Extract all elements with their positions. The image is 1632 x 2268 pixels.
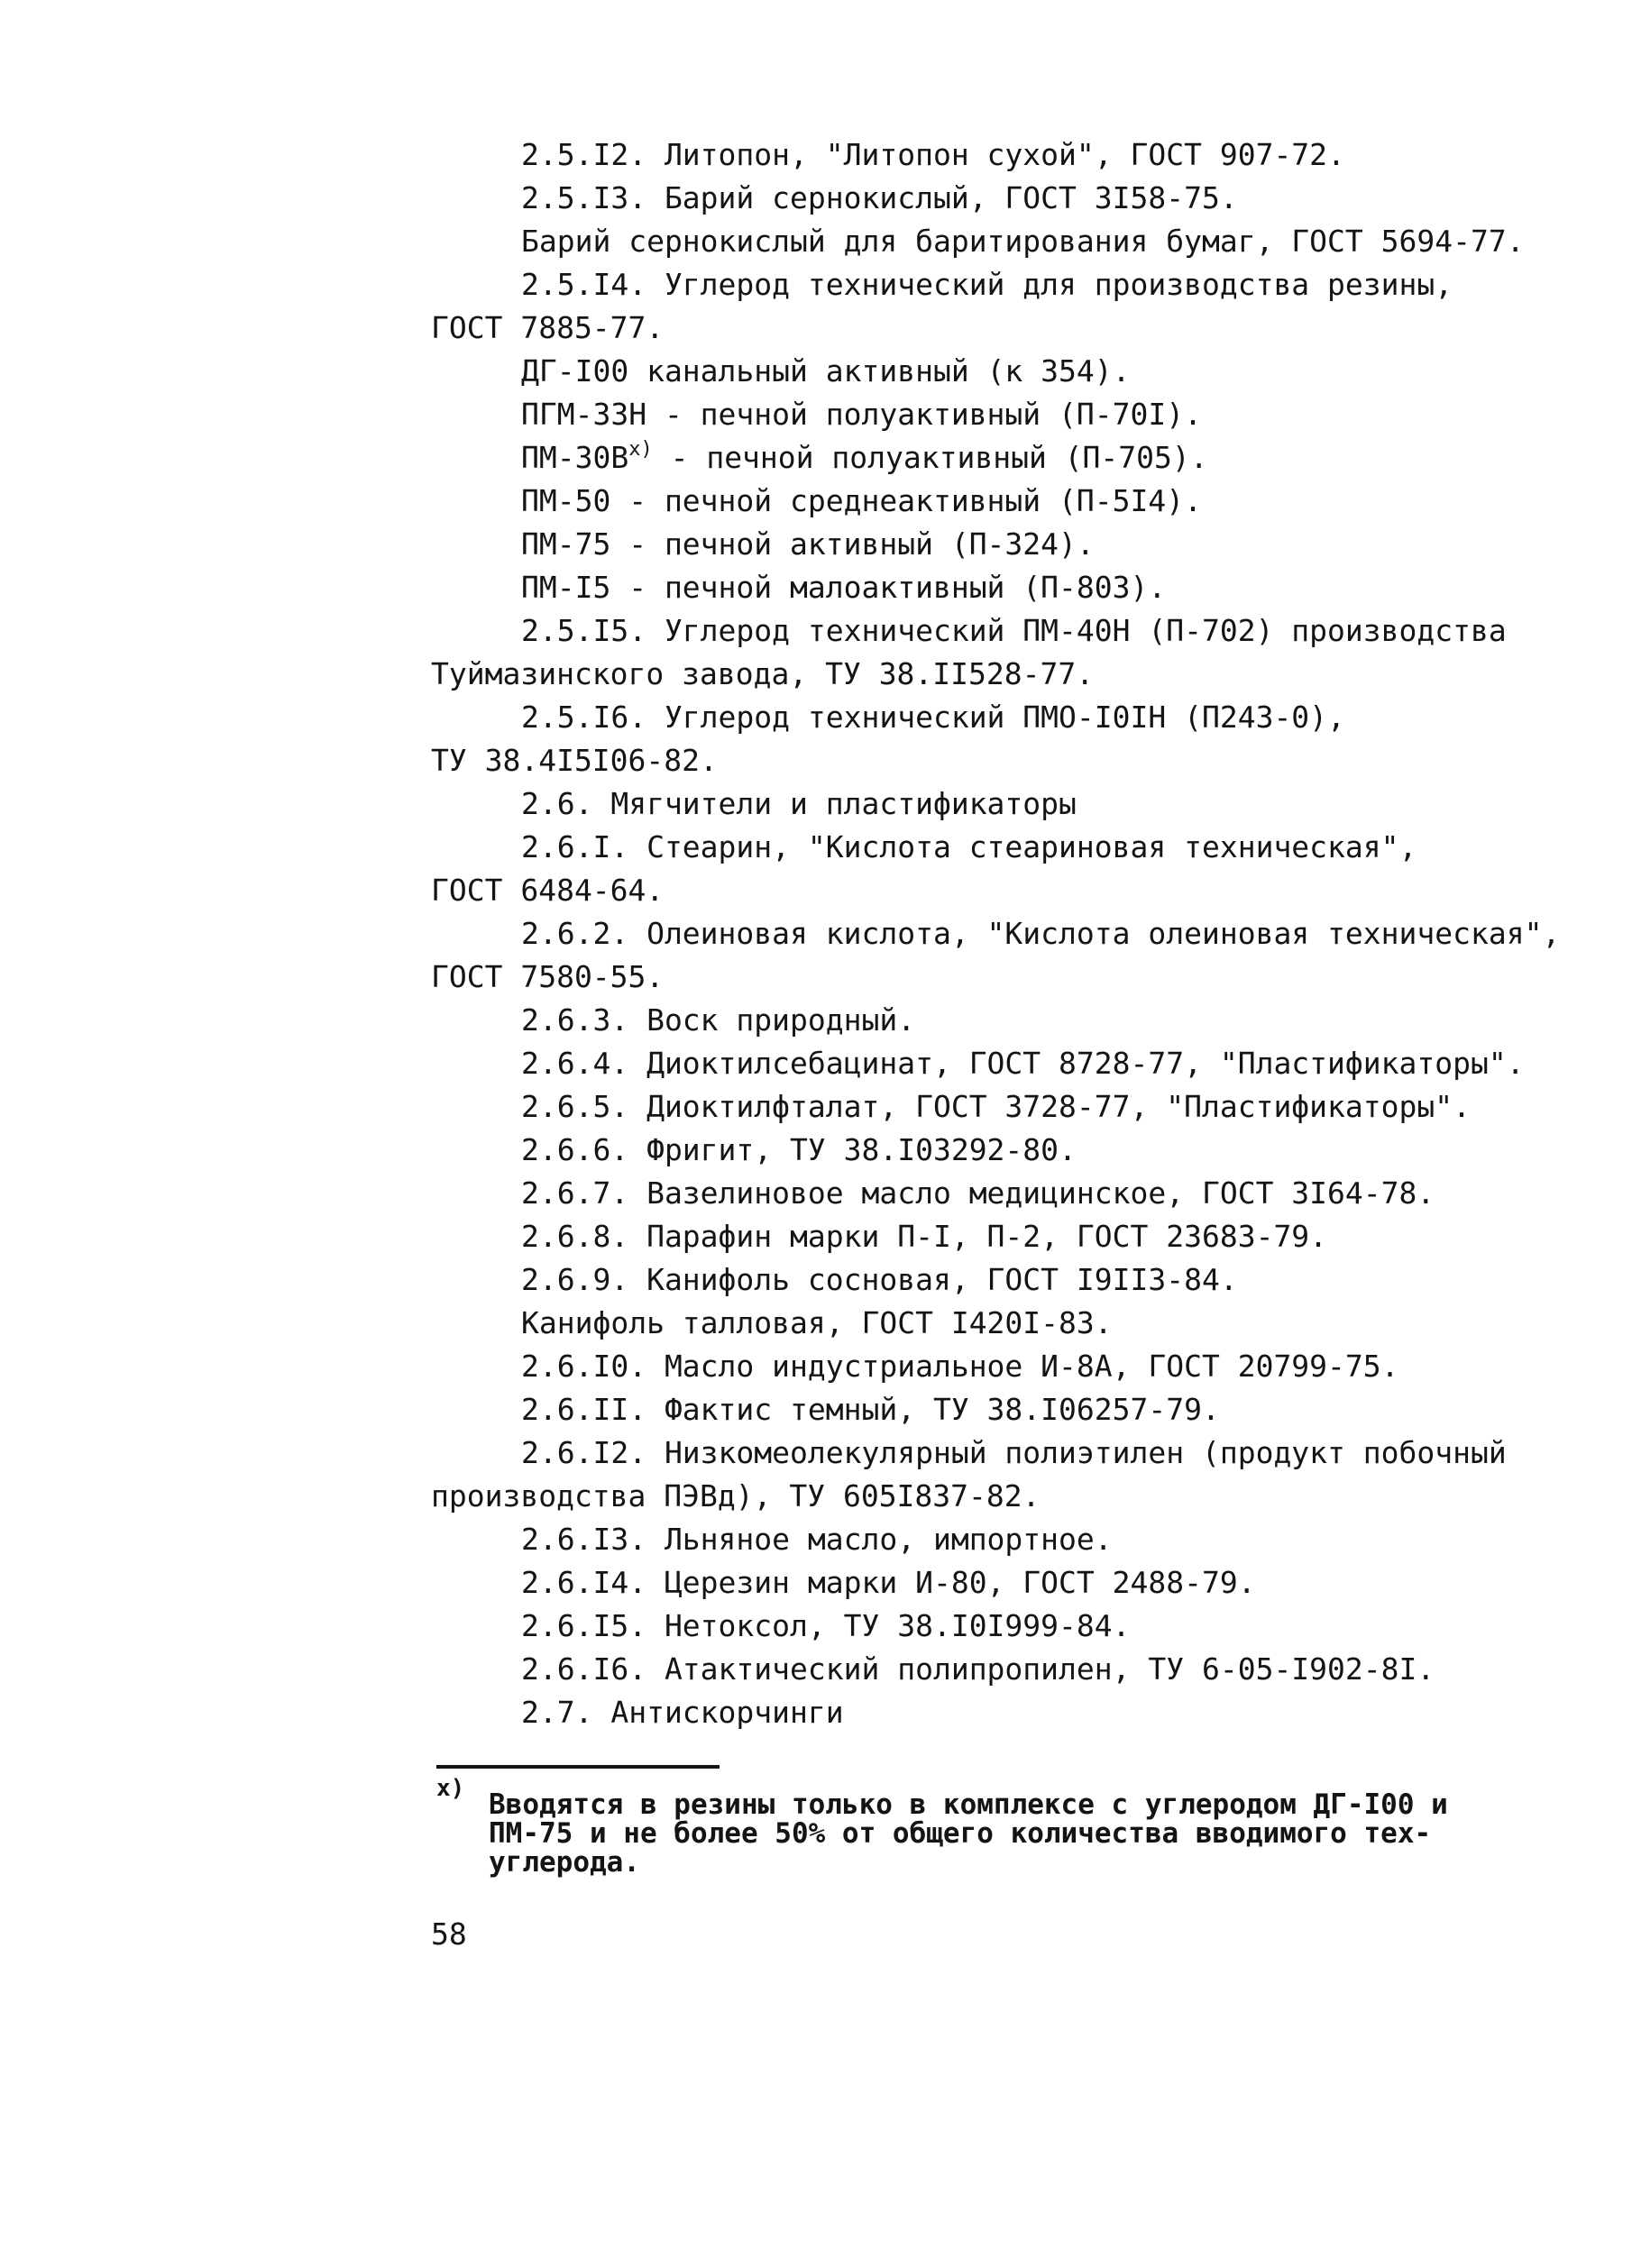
text-line: Канифоль талловая, ГОСТ I420I-83. [521,1305,1113,1340]
text-line: 2.6.3. Воск природный. [521,1002,916,1038]
text-line: 2.6.9. Канифоль сосновая, ГОСТ I9II3-84. [521,1262,1238,1297]
text-line [431,436,1549,480]
text-line: 2.5.I6. Углерод технический ПМО-I0IН (П243-0), [521,700,1345,735]
footnote-reference: x) [628,438,653,461]
text-line: 2.6.4. Диоктилсебацинат, ГОСТ 8728-77, "Пластификаторы". [521,1046,1525,1081]
text-line: 2.6.I3. Льняное масло, импортное. [521,1522,1113,1557]
text-line: 2.6.I5. Нетоксол, ТУ 38.I0I999-84. [521,1608,1131,1643]
footnote-text [489,1790,1448,1877]
text-line: 2.6.I0. Масло индустриальное И-8А, ГОСТ 20799-75. [521,1349,1399,1384]
text-line: 2.5.I2. Литопон, "Литопон сухой", ГОСТ 907-72. [521,137,1345,172]
text-line: 2.6. Мягчители и пластификаторы [521,786,1077,821]
text-line: 2.6.II. Фактис темный, ТУ 38.I06257-79. [521,1392,1220,1427]
text-line: ГОСТ 7885-77. [431,310,665,345]
footnote-line: углерода. [489,1846,640,1879]
text-segment: - печной полуактивный (П-705). [652,440,1208,475]
text-line: ДГ-I00 канальный активный (к 354). [521,353,1131,389]
text-line: 2.7. Антискорчинги [521,1695,844,1730]
text-line: Туймазинского завода, ТУ 38.II528-77. [431,656,1095,691]
text-line: 2.6.7. Вазелиновое масло медицинское, ГОСТ 3I64-78. [521,1175,1435,1211]
text-line: 2.6.I2. Низкомеолекулярный полиэтилен (продукт побочный [521,1435,1507,1470]
text-line: ПМ-I5 - печной малоактивный (П-803). [521,570,1167,605]
text-line: 2.5.I5. Углерод технический ПМ-40Н (П-702) производства [521,613,1507,648]
text-line: ПМ-50 - печной среднеактивный (П-5I4). [521,483,1202,518]
text-line: 2.6.I6. Атактический полипропилен, ТУ 6-05-I902-8I. [521,1651,1435,1687]
text-line: 2.6.5. Диоктилфталат, ГОСТ 3728-77, "Пластификаторы". [521,1089,1471,1124]
body-text [431,133,1561,1734]
text-line: производства ПЭВд), ТУ 605I837-82. [431,1478,1041,1514]
text-line: 2.6.2. Олеиновая кислота, "Кислота олеиновая техническая", [521,916,1561,951]
text-line: ГОСТ 6484-64. [431,873,665,908]
text-line: 2.5.I3. Барий сернокислый, ГОСТ 3I58-75. [521,180,1238,215]
text-line: 2.6.I. Стеарин, "Кислота стеариновая техническая", [521,829,1417,864]
footnote-line: ПМ-75 и не более 50% от общего количества вводимого тех- [489,1817,1432,1850]
text-line: ГОСТ 7580-55. [431,959,665,994]
text-line: 2.6.8. Парафин марки П-I, П-2, ГОСТ 23683-79. [521,1219,1328,1254]
text-line: 2.5.I4. Углерод технический для производства резины, [521,267,1453,302]
text-segment: ПМ-30В [521,440,629,475]
text-line: ПГМ-33Н - печной полуактивный (П-70I). [521,397,1202,432]
text-line: Барий сернокислый для баритирования бумаг, ГОСТ 5694-77. [521,224,1525,259]
footnote-line: Вводятся в резины только в комплексе с углеродом ДГ-I00 и [489,1788,1448,1821]
footnote-separator [436,1765,720,1769]
page-number: 58 [431,1916,467,1952]
footnote-mark: x) [436,1775,465,1802]
text-line: ТУ 38.4I5I06-82. [431,743,718,778]
text-line: ПМ-75 - печной активный (П-324). [521,526,1095,562]
text-line: 2.6.I4. Церезин марки И-80, ГОСТ 2488-79. [521,1565,1256,1600]
text-line: 2.6.6. Фригит, ТУ 38.I03292-80. [521,1132,1077,1167]
